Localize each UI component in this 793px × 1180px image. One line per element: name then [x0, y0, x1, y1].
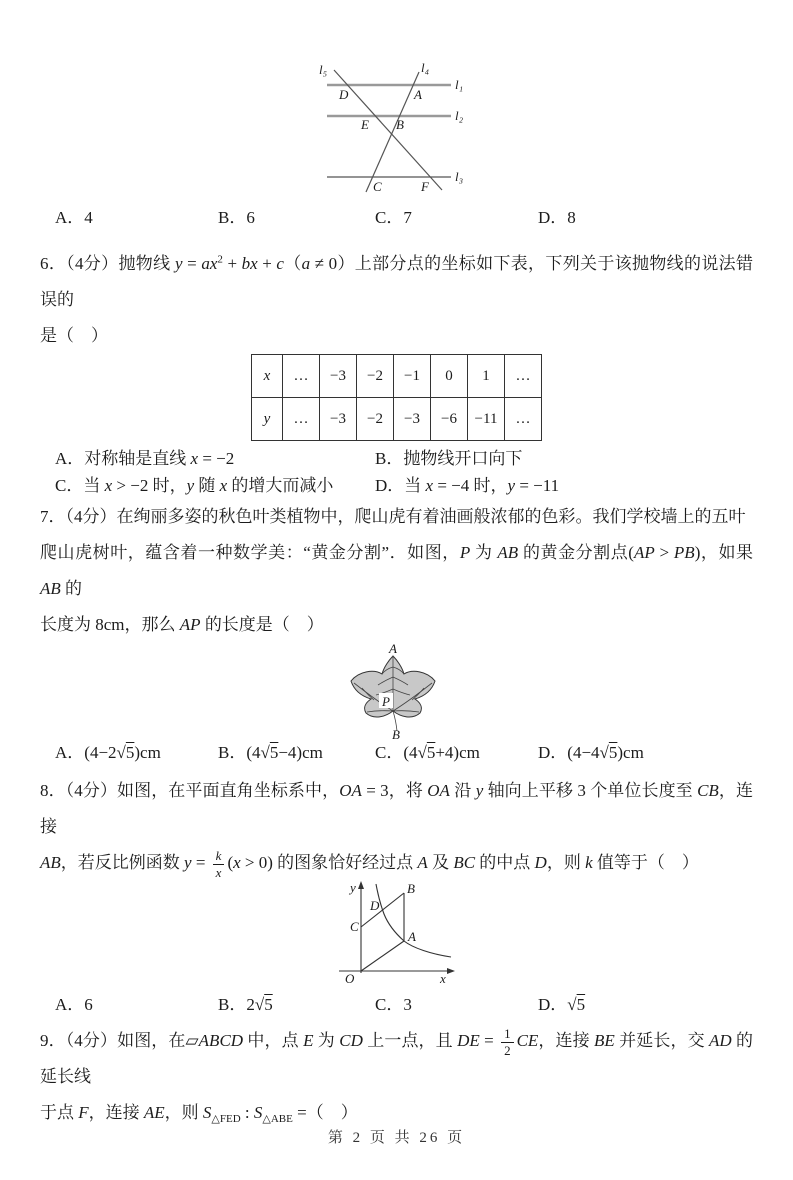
table-cell: −3 [320, 398, 357, 441]
table-row-y [252, 398, 542, 441]
label-l3: l₃ [454, 169, 463, 184]
label-B: B [395, 117, 404, 132]
q8-text: 8．（4分）如图，在平面直角坐标系中，OA = 3，将 OA 沿 y 轴向上平移 3 个单位长度至 CB，连接 AB，若反比例函数 y = $\frac{k}{x}$ (x > 0) 的图象恰好经过点 A 及 BC 的中点 D，则 k 值等于（ ） [40, 781, 754, 880]
q7-option-b: B．(4√5−4)cm [218, 743, 323, 762]
q7-text: 7．（4分）在绚丽多姿的秋色叶类植物中，爬山虎有着油画般浓郁的色彩。我们学校墙上的五叶 爬山虎树叶，蕴含着一种数学美：“黄金分割”．如图，P 为 AB 的黄金分割点(AP > PB)，如果 AB 的 长度为 8cm，那么 AP 的长度是（ ） [40, 507, 753, 634]
q6-options-row-2 [40, 472, 753, 499]
label-E: E [360, 117, 369, 132]
table-cell: −3 [394, 398, 431, 441]
table-cell: −2 [357, 398, 394, 441]
line-l4 [366, 72, 419, 192]
table-cell: 0 [431, 355, 468, 398]
table-cell: … [283, 355, 320, 398]
segment-OA [361, 941, 404, 971]
figure-hyperbola-graph [331, 881, 463, 989]
label-x: x [439, 971, 446, 986]
q6-options [40, 445, 753, 499]
q8-option-d: D．√5 [538, 995, 586, 1014]
label-l5: l₅ [318, 62, 327, 77]
label-y: y [349, 881, 356, 895]
q7-options [40, 741, 753, 765]
label-C: C [349, 919, 359, 934]
y-axis-arrow [358, 881, 364, 889]
q9-text: 9．（4分）如图，在▱ABCD 中，点 E 为 CD 上一点，且 DE = $\frac{1}{2}$ CE，连接 BE 并延长，交 AD 的延长线 于点 F，连接 AE，则 $S_{\triangle FED}$ : $S_{\triangle ABE}$ =（ ） [40, 1025, 754, 1125]
label-l4: l₄ [420, 60, 429, 75]
figure-parallel-lines [317, 58, 477, 198]
exam-page [0, 58, 793, 1131]
table-cell: … [283, 398, 320, 441]
q5-option-d: D．8 [538, 208, 576, 227]
table-cell: −3 [320, 355, 357, 398]
label-B: B [406, 881, 415, 896]
line-l5 [334, 70, 442, 190]
label-A: A [413, 87, 422, 102]
q8-options [40, 993, 753, 1017]
label-l2: l₂ [454, 108, 463, 123]
q6-option-a: A．对称轴是直线 x = −2 [55, 449, 235, 468]
label-P: P [381, 694, 390, 709]
label-F: F [420, 179, 429, 194]
q5-option-b: B．6 [218, 208, 255, 227]
q8-option-a: A．6 [55, 995, 93, 1014]
table-cell: −6 [431, 398, 468, 441]
table-cell: x [252, 355, 283, 398]
table-cell: −1 [394, 355, 431, 398]
q7-option-a: A．(4−2√5)cm [55, 743, 161, 762]
table-cell: … [505, 355, 542, 398]
label-l1: l₁ [454, 77, 463, 92]
label-B: B [391, 727, 400, 739]
table-cell: y [252, 398, 283, 441]
q7-option-c: C．(4√5+4)cm [375, 743, 480, 762]
q6-table [251, 354, 542, 441]
label-A: A [407, 929, 416, 944]
x-axis-arrow [447, 968, 455, 974]
table-row-x [252, 355, 542, 398]
q6-option-c: C．当 x > −2 时，y 随 x 的增大而减小 [55, 476, 334, 495]
label-C: C [372, 179, 382, 194]
label-D: D [338, 87, 348, 102]
q8-option-b: B．2√5 [218, 995, 273, 1014]
q5-option-c: C．7 [375, 208, 412, 227]
q7-option-d: D．(4−4√5)cm [538, 743, 644, 762]
label-O: O [344, 971, 354, 986]
table-cell: 1 [468, 355, 505, 398]
q8-option-c: C．3 [375, 995, 412, 1014]
page-footer: 第 2 页 共 26 页 [327, 1130, 466, 1146]
label-D: D [369, 898, 379, 913]
table-cell: −11 [468, 398, 505, 441]
q6-option-d: D．当 x = −4 时，y = −11 [375, 476, 560, 495]
label-A: A [388, 643, 397, 656]
q5-options [40, 206, 753, 230]
figure-leaf [341, 643, 453, 739]
q6-text: 6．（4分）抛物线 $y = ax^2$ + bx + c（a ≠ 0）上部分点的坐标如下表，下列关于该抛物线的说法错误的 是（ ） [40, 253, 753, 345]
q6-option-b: B．抛物线开口向下 [375, 449, 523, 468]
q6-options-row-1 [40, 445, 753, 472]
q5-option-a: A．4 [55, 208, 93, 227]
table-cell: −2 [357, 355, 394, 398]
table-cell: … [505, 398, 542, 441]
